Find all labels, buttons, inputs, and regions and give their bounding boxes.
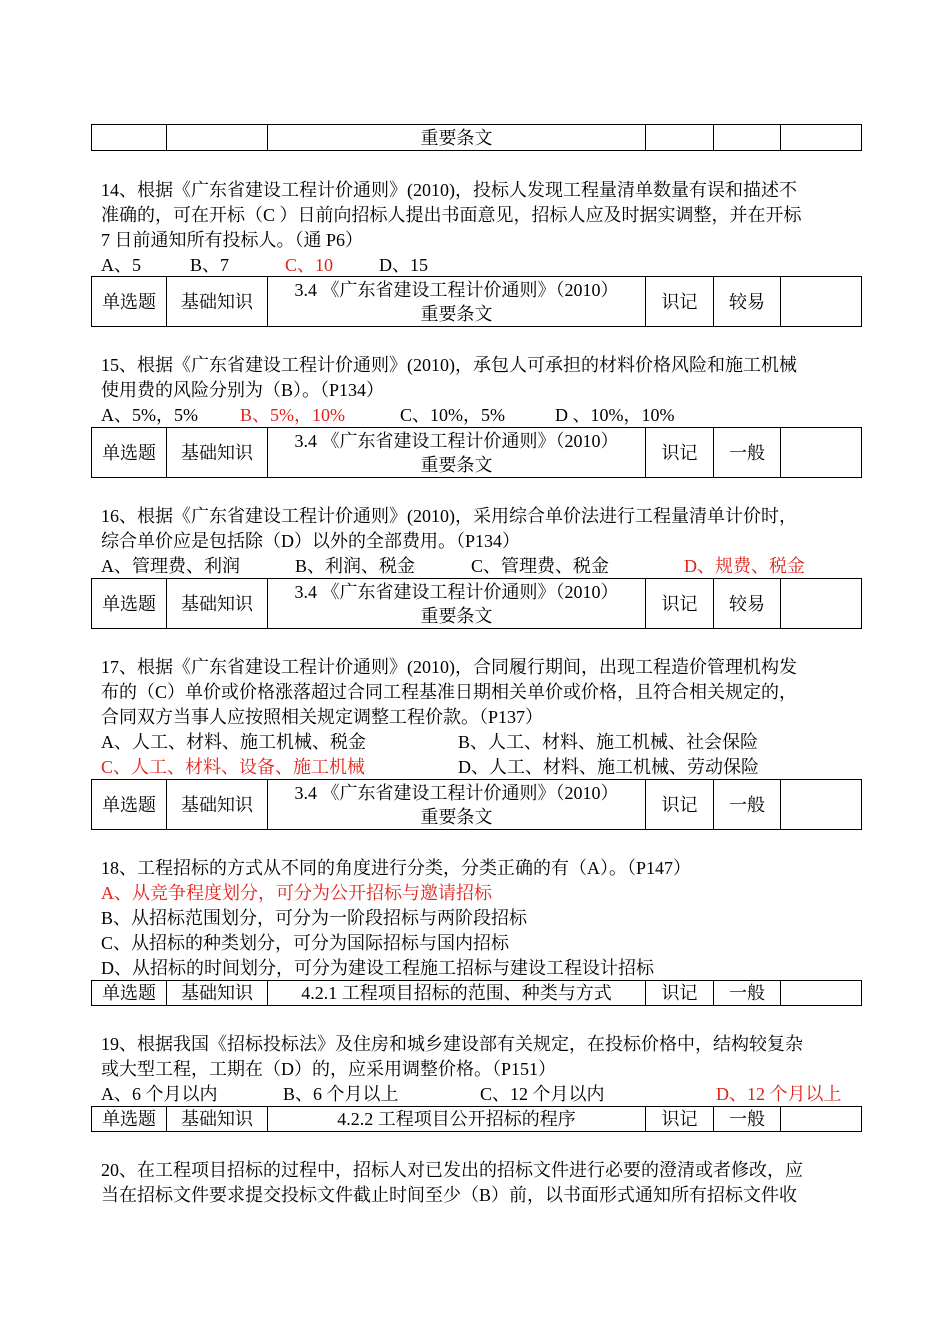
section-line-1: 3.4 《广东省建设工程计价通则》（2010）: [294, 782, 619, 803]
question-17-option-d: D、人工、材料、施工机械、劳动保险: [458, 757, 759, 777]
level-cell: 识记: [646, 428, 714, 478]
question-19-line-1: 19、根据我国《招标投标法》及住房和城乡建设部有关规定，在投标价格中，结构较复杂: [101, 1034, 803, 1054]
question-14-line-3: 7 日前通知所有投标人。（通 P6）: [101, 230, 364, 250]
question-15-line-1: 15、根据《广东省建设工程计价通则》(2010)，承包人可承担的材料价格风险和施工机械: [101, 355, 797, 375]
question-16-option-d-answer: D、规费、税金: [684, 556, 805, 576]
question-14-meta-table: [91, 276, 862, 327]
level-cell: 识记: [646, 981, 714, 1006]
question-15-meta-table: [91, 427, 862, 478]
question-17-line-1: 17、根据《广东省建设工程计价通则》(2010)，合同履行期间，出现工程造价管理机构发: [101, 657, 797, 677]
question-15-option-d: D 、10%，10%: [555, 405, 675, 425]
category-cell: 基础知识: [167, 428, 268, 478]
question-16-option-a: A、管理费、利润: [101, 556, 240, 576]
question-20-line-2: 当在招标文件要求提交投标文件截止时间至少（B）前，以书面形式通知所有招标文件收: [101, 1185, 798, 1205]
section-line-2: 重要条文: [420, 454, 493, 475]
question-20-line-1: 20、在工程项目招标的过程中，招标人对已发出的招标文件进行必要的澄清或者修改，应: [101, 1160, 803, 1180]
question-16-option-c: C、管理费、税金: [471, 556, 610, 576]
question-13-meta-table: [91, 124, 862, 151]
section-cell: 4.2.1 工程项目招标的范围、种类与方式: [268, 981, 646, 1006]
section-line-1: 3.4 《广东省建设工程计价通则》（2010）: [294, 430, 619, 451]
difficulty-cell: 一般: [714, 1107, 781, 1132]
difficulty-cell: 较易: [714, 277, 781, 327]
section-line-1: 3.4 《广东省建设工程计价通则》（2010）: [294, 279, 619, 300]
question-15-line-2: 使用费的风险分别为（B）。（P134）: [101, 380, 385, 400]
question-18-option-c: C、从招标的种类划分，可分为国际招标与国内招标: [101, 933, 510, 953]
section-cell: 4.2.2 工程项目公开招标的程序: [268, 1107, 646, 1132]
question-19-option-d-answer: D、12 个月以上: [716, 1084, 842, 1104]
extra-cell: [781, 277, 862, 327]
difficulty-cell: 一般: [714, 981, 781, 1006]
question-15-option-a: A、5%，5%: [101, 405, 198, 425]
category-cell: 基础知识: [167, 579, 268, 629]
question-14-option-d: D、15: [379, 255, 428, 275]
question-19-line-2: 或大型工程，工期在（D）的，应采用调整价格。（P151）: [101, 1059, 557, 1079]
level-cell: 识记: [646, 277, 714, 327]
question-17-option-a: A、人工、材料、施工机械、税金: [101, 732, 366, 752]
type-cell: [92, 125, 167, 151]
section-line-1: 3.4 《广东省建设工程计价通则》（2010）: [294, 581, 619, 602]
question-18-meta-table: [91, 980, 862, 1006]
difficulty-cell: [714, 125, 781, 151]
question-14-line-2: 准确的，可在开标（C ）日前向招标人提出书面意见，招标人应及时据实调整，并在开标: [101, 205, 802, 225]
question-16-line-1: 16、根据《广东省建设工程计价通则》(2010)，采用综合单价法进行工程量清单计价时，: [101, 506, 797, 526]
type-cell: 单选题: [92, 780, 167, 830]
level-cell: 识记: [646, 1107, 714, 1132]
category-cell: 基础知识: [167, 1107, 268, 1132]
question-14-option-a: A、5: [101, 255, 141, 275]
question-18-option-a-answer: A、从竞争程度划分，可分为公开招标与邀请招标: [101, 883, 492, 903]
section-line-2: 重要条文: [420, 605, 493, 626]
category-cell: 基础知识: [167, 780, 268, 830]
question-16-option-b: B、利润、税金: [295, 556, 416, 576]
type-cell: 单选题: [92, 579, 167, 629]
question-18-line-1: 18、工程招标的方式从不同的角度进行分类，分类正确的有（A）。（P147）: [101, 858, 692, 878]
type-cell: 单选题: [92, 428, 167, 478]
question-16-line-2: 综合单价应是包括除（D）以外的全部费用。（P134）: [101, 531, 521, 551]
level-cell: [646, 125, 714, 151]
question-17-option-c-answer: C、人工、材料、设备、施工机械: [101, 757, 366, 777]
section-line-2: 重要条文: [420, 806, 493, 827]
extra-cell: [781, 579, 862, 629]
section-line-2: 重要条文: [420, 303, 493, 324]
extra-cell: [781, 428, 862, 478]
extra-cell: [781, 1107, 862, 1132]
question-14-option-c-answer: C、10: [285, 255, 334, 275]
category-cell: 基础知识: [167, 981, 268, 1006]
category-cell: [167, 125, 268, 151]
question-19-option-a: A、6 个月以内: [101, 1084, 218, 1104]
question-17-meta-table: [91, 779, 862, 830]
level-cell: 识记: [646, 579, 714, 629]
question-18-option-b: B、从招标范围划分，可分为一阶段招标与两阶段招标: [101, 908, 528, 928]
category-cell: 基础知识: [167, 277, 268, 327]
question-14-line-1: 14、根据《广东省建设工程计价通则》(2010)，投标人发现工程量清单数量有误和描述不: [101, 180, 797, 200]
difficulty-cell: 较易: [714, 579, 781, 629]
section-cell: [268, 428, 646, 478]
extra-cell: [781, 981, 862, 1006]
question-19-option-b: B、6 个月以上: [283, 1084, 399, 1104]
section-cell: 重要条文: [268, 125, 646, 151]
question-18-option-d: D、从招标的时间划分，可分为建设工程施工招标与建设工程设计招标: [101, 958, 654, 978]
question-19-option-c: C、12 个月以内: [480, 1084, 605, 1104]
difficulty-cell: 一般: [714, 428, 781, 478]
extra-cell: [781, 125, 862, 151]
type-cell: 单选题: [92, 981, 167, 1006]
extra-cell: [781, 780, 862, 830]
question-15-option-b-answer: B、5%，10%: [240, 405, 345, 425]
section-cell: [268, 277, 646, 327]
question-17-line-3: 合同双方当事人应按照相关规定调整工程价款。（P137）: [101, 707, 544, 727]
question-16-meta-table: [91, 578, 862, 629]
difficulty-cell: 一般: [714, 780, 781, 830]
type-cell: 单选题: [92, 1107, 167, 1132]
question-17-line-2: 布的（C）单价或价格涨落超过合同工程基准日期相关单价或价格，且符合相关规定的，: [101, 682, 798, 702]
section-cell: [268, 579, 646, 629]
question-15-option-c: C、10%，5%: [400, 405, 505, 425]
level-cell: 识记: [646, 780, 714, 830]
section-cell: [268, 780, 646, 830]
question-14-option-b: B、7: [190, 255, 230, 275]
question-17-option-b: B、人工、材料、施工机械、社会保险: [458, 732, 759, 752]
type-cell: 单选题: [92, 277, 167, 327]
question-19-meta-table: [91, 1106, 862, 1132]
